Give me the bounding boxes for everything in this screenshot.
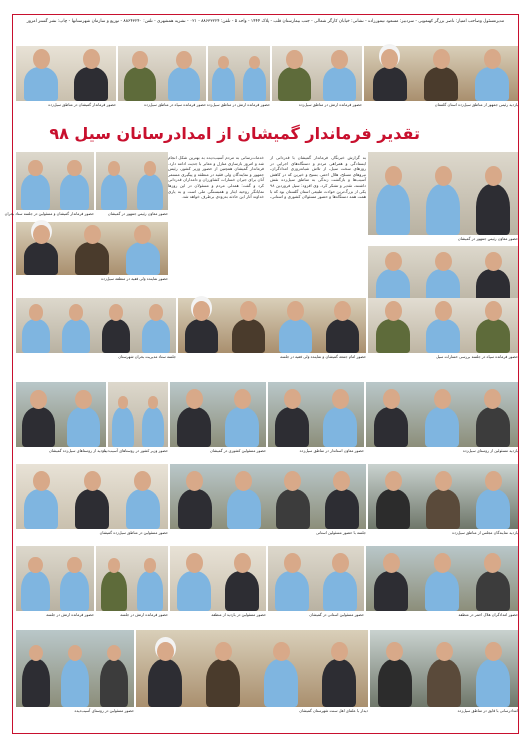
- person-head: [29, 645, 43, 661]
- news-photo: [208, 46, 270, 101]
- person-head: [249, 56, 260, 69]
- person-figure: [225, 571, 259, 611]
- masthead-strip: مدیرمسئول وصاحب امتیاز: ناصر برزگر کهنمویی - سردبیر: مسعود تیمورزاده - نشانی: خیابان کارگر شمالی - جنب بیمارستان قلب - پلاک ۱۴۴۴ - واحد ۵ - تلفن: ۸۸۶۳۳۲۲۴ - ۰۲۱ - نشریه همشهری - تلفن: ۸۸۶۴۳۲۴۰ - توزیع و سازمان شهرستانها - چاپ: نشر گستر امروز: [26, 19, 505, 24]
- news-photo: [16, 46, 116, 101]
- person-head: [83, 49, 100, 69]
- person-figure: [476, 659, 510, 707]
- person-head: [186, 553, 203, 573]
- news-photo: [16, 222, 168, 275]
- person-figure: [24, 67, 58, 101]
- person-figure: [67, 407, 99, 447]
- person-head: [435, 471, 452, 491]
- news-photo: [272, 46, 362, 101]
- person-head: [30, 390, 46, 409]
- photo-caption: بازدید از روستاهای سیل‌زده گمیشان: [49, 448, 106, 453]
- person-head: [273, 642, 290, 662]
- person-figure: [22, 319, 51, 353]
- news-photo: [170, 464, 366, 529]
- photo-caption: امدادرسانی با قایق در مناطق سیل‌زده: [457, 708, 518, 713]
- person-figure: [212, 67, 234, 101]
- photo-caption: حضور فرمانده ارتش در مناطق سیل‌زده: [206, 102, 270, 107]
- person-head: [84, 225, 101, 245]
- person-figure: [243, 67, 265, 101]
- news-photo: [366, 382, 518, 447]
- news-photo: [368, 298, 518, 353]
- person-figure: [126, 242, 160, 275]
- person-figure: [185, 319, 219, 353]
- person-head: [29, 304, 43, 321]
- person-head: [333, 471, 350, 491]
- photo-caption: حضور فرمانده ارتش در جلسه: [46, 612, 94, 617]
- person-head: [287, 301, 304, 320]
- person-figure: [124, 67, 156, 101]
- person-head: [234, 553, 251, 573]
- person-head: [385, 471, 402, 491]
- person-figure: [264, 659, 298, 707]
- person-figure: [227, 489, 261, 529]
- news-photo: [16, 298, 176, 353]
- person-figure: [275, 407, 309, 447]
- person-head: [381, 49, 398, 69]
- person-figure: [137, 571, 163, 611]
- news-photo: [268, 546, 364, 611]
- person-head: [383, 553, 400, 573]
- news-photo: [170, 382, 266, 447]
- person-head: [33, 49, 50, 69]
- person-head: [434, 553, 451, 573]
- person-head: [331, 50, 347, 69]
- person-figure: [101, 174, 127, 210]
- person-figure: [374, 407, 408, 447]
- person-figure: [74, 67, 108, 101]
- person-head: [235, 471, 252, 491]
- person-head: [132, 51, 148, 69]
- person-head: [284, 471, 301, 491]
- person-figure: [323, 571, 357, 611]
- person-head: [218, 56, 229, 69]
- photo-caption: حضور فرمانده سپاه در مناطق سیل‌زده: [144, 102, 206, 107]
- photo-caption: حضور مسئولین در بازدید از منطقه: [211, 612, 266, 617]
- news-photo: [118, 46, 206, 101]
- person-figure: [75, 242, 109, 275]
- person-figure: [142, 319, 171, 353]
- person-figure: [425, 571, 459, 611]
- person-head: [433, 49, 450, 69]
- person-head: [383, 389, 400, 409]
- news-photo: [16, 382, 106, 447]
- news-photo: [96, 152, 168, 210]
- person-head: [144, 558, 157, 573]
- person-head: [286, 50, 302, 69]
- person-figure: [322, 659, 356, 707]
- person-head: [75, 390, 91, 409]
- person-head: [193, 301, 210, 320]
- person-figure: [326, 319, 360, 353]
- photo-caption: حضور امام جمعه گمیشان و نماینده ولی فقیه در جلسه: [280, 354, 366, 359]
- person-head: [436, 642, 453, 662]
- person-head: [215, 642, 232, 662]
- person-head: [240, 301, 257, 320]
- news-photo: [16, 152, 94, 210]
- photo-caption: حضور وزیر کشور در روستاهای آسیب‌دیده: [102, 448, 168, 453]
- person-figure: [374, 571, 408, 611]
- article-body: به گزارش خبرنگار، فرماندار گمیشان با قدردانی از ایستادگی و همراهی مردم و دستگاه‌های اجرایی در روزهای سخت سیل، از تلاش شبانه‌روزی امدادگران، نیروهای مسلح، هلال احمر، بسیج و خیرین که در کاهش آسیب‌ها و بازگشت زندگی به مناطق سیل‌زده نقش داشتند، تقدیر و تشکر کرد. وی افزود: سیل فروردین ۹۸ یکی از بزرگ‌ترین حوادث طبیعی استان گلستان بود که با همت همه دستگاه‌ها و حضور مسئولان کشوری و استانی، خدمات‌رسانی به مردم آسیب‌دیده به بهترین شکل انجام شد و امروز بازسازی منازل و معابر با جدیت ادامه دارد. فرماندار گمیشان همچنین از حضور وزیر کشور، رئیس جمهور و نمایندگان ولی فقیه در منطقه و پیگیری مستمر آنان برای جبران خسارات کشاورزان و دامداران قدردانی کرد و گفت: همدلی مردم و مسئولان در این روزها نمایانگر روحیه ایثار و همبستگی ملی است و به یاری خداوند آثار این حادثه به‌زودی برطرف خواهد شد.: [168, 155, 366, 200]
- photo-caption: حضور معاون استاندار در مناطق سیل‌زده: [299, 448, 364, 453]
- person-head: [67, 160, 81, 176]
- photo-caption: جلسه ستاد مدیریت بحران شهرستان: [118, 354, 176, 359]
- person-figure: [148, 659, 182, 707]
- person-figure: [476, 489, 510, 529]
- news-photo: [366, 546, 518, 611]
- person-figure: [232, 319, 266, 353]
- person-head: [434, 389, 451, 409]
- person-figure: [275, 571, 309, 611]
- person-figure: [278, 67, 310, 101]
- person-head: [385, 252, 402, 272]
- person-figure: [279, 319, 313, 353]
- person-figure: [206, 659, 240, 707]
- person-figure: [276, 489, 310, 529]
- person-head: [176, 51, 192, 69]
- person-figure: [325, 489, 359, 529]
- person-figure: [475, 67, 509, 101]
- person-figure: [424, 67, 458, 101]
- person-head: [435, 166, 452, 186]
- person-head: [186, 389, 203, 409]
- photo-caption: بازدید نمایندگان مجلس از مناطق سیل‌زده: [452, 530, 518, 535]
- person-head: [234, 389, 251, 409]
- person-figure: [476, 319, 510, 353]
- person-figure: [142, 407, 164, 447]
- person-head: [485, 166, 502, 186]
- news-photo: [268, 382, 364, 447]
- photo-caption: حضور فرمانده ارتش در مناطق سیل‌زده: [298, 102, 362, 107]
- news-photo: [136, 630, 368, 707]
- photo-caption: حضور مسئولین در روستای آسیب‌دیده: [74, 708, 134, 713]
- person-head: [284, 389, 301, 409]
- person-head: [69, 304, 83, 321]
- person-figure: [376, 184, 410, 235]
- person-head: [385, 166, 402, 186]
- person-figure: [126, 489, 160, 529]
- person-figure: [62, 319, 91, 353]
- person-figure: [378, 659, 412, 707]
- photo-caption: دیدار با علمای اهل سنت شهرستان گمیشان: [299, 708, 368, 713]
- news-photo: [364, 46, 518, 101]
- page-headline: تقدیر فرماندار گمیشان از امدادرسانان سیل ۹۸: [49, 124, 420, 143]
- person-figure: [112, 407, 134, 447]
- person-head: [485, 301, 502, 321]
- news-photo: [170, 546, 266, 611]
- person-head: [157, 642, 174, 662]
- person-figure: [476, 571, 510, 611]
- person-head: [485, 471, 502, 491]
- person-head: [435, 301, 452, 321]
- person-figure: [373, 67, 407, 101]
- person-head: [33, 225, 50, 245]
- person-figure: [426, 184, 460, 235]
- person-head: [484, 49, 501, 69]
- photo-caption: حضور امدادگران هلال احمر در منطقه: [458, 612, 518, 617]
- photo-caption: جلسه با حضور مسئولین استانی: [316, 530, 366, 535]
- person-head: [33, 471, 50, 491]
- person-head: [332, 389, 349, 409]
- person-figure: [75, 489, 109, 529]
- person-head: [485, 642, 502, 662]
- person-head: [84, 471, 101, 491]
- person-head: [332, 553, 349, 573]
- person-figure: [61, 659, 89, 707]
- person-figure: [22, 659, 50, 707]
- person-figure: [60, 174, 88, 210]
- person-figure: [168, 67, 200, 101]
- news-photo: [108, 382, 168, 447]
- person-figure: [178, 489, 212, 529]
- photo-caption: حضور مسئولین استانی در گمیشان: [309, 612, 364, 617]
- photo-caption: حضور فرمانده سپاه در جلسه بررسی خسارات سیل: [436, 354, 518, 359]
- person-head: [284, 553, 301, 573]
- person-head: [484, 553, 501, 573]
- person-figure: [427, 659, 461, 707]
- person-figure: [102, 319, 131, 353]
- news-photo: [16, 630, 134, 707]
- person-figure: [376, 489, 410, 529]
- person-head: [334, 301, 351, 320]
- person-figure: [24, 242, 58, 275]
- person-figure: [476, 407, 510, 447]
- photo-caption: حضور مسئولین در مناطق سیل‌زده گمیشان: [99, 530, 168, 535]
- person-figure: [426, 489, 460, 529]
- person-head: [385, 301, 402, 321]
- person-head: [67, 557, 81, 573]
- person-head: [148, 396, 159, 408]
- person-figure: [376, 319, 410, 353]
- photo-caption: حضور معاون رئیس جمهور در گمیشان: [457, 236, 518, 241]
- person-figure: [177, 571, 211, 611]
- photo-caption: حضور فرماندار گمیشان در مناطق سیل‌زده: [48, 102, 116, 107]
- person-head: [484, 389, 501, 409]
- news-photo: [178, 298, 366, 353]
- news-photo: [368, 152, 518, 235]
- photo-caption: حضور معاون رئیس جمهور در گمیشان: [107, 211, 168, 216]
- news-photo: [16, 464, 168, 529]
- news-photo: [368, 464, 518, 529]
- person-head: [134, 471, 151, 491]
- news-photo: [370, 630, 518, 707]
- photo-caption: حضور فرماندار گمیشان و مسئولین در جلسه ستاد بحران: [4, 211, 94, 216]
- person-head: [28, 557, 42, 573]
- person-figure: [101, 571, 127, 611]
- person-head: [435, 252, 452, 272]
- person-figure: [426, 319, 460, 353]
- photo-caption: حضور فرمانده ارتش در جلسه: [120, 612, 168, 617]
- news-photo: [16, 546, 94, 611]
- person-figure: [323, 67, 355, 101]
- person-figure: [100, 659, 128, 707]
- person-head: [108, 558, 121, 573]
- person-figure: [22, 407, 54, 447]
- person-head: [28, 160, 42, 176]
- news-photo: [96, 546, 168, 611]
- person-figure: [225, 407, 259, 447]
- photo-caption: بازدید مسئولین از روستای سیل‌زده: [462, 448, 518, 453]
- person-head: [149, 304, 163, 321]
- person-figure: [425, 407, 459, 447]
- person-figure: [137, 174, 163, 210]
- person-figure: [60, 571, 88, 611]
- page-border: [4, 14, 519, 734]
- person-head: [186, 471, 203, 491]
- person-figure: [476, 184, 510, 235]
- person-head: [109, 304, 123, 321]
- photo-caption: حضور مسئولین کشوری در گمیشان: [210, 448, 266, 453]
- person-figure: [21, 174, 49, 210]
- person-figure: [177, 407, 211, 447]
- person-figure: [21, 571, 49, 611]
- person-head: [331, 642, 348, 662]
- person-figure: [24, 489, 58, 529]
- photo-caption: حضور نماینده ولی فقیه در منطقه سیل‌زده: [101, 276, 168, 281]
- photo-caption: بازدید رئیس جمهور از مناطق سیل‌زده استان گلستان: [434, 102, 518, 107]
- person-figure: [323, 407, 357, 447]
- person-head: [118, 396, 129, 408]
- person-head: [485, 252, 502, 272]
